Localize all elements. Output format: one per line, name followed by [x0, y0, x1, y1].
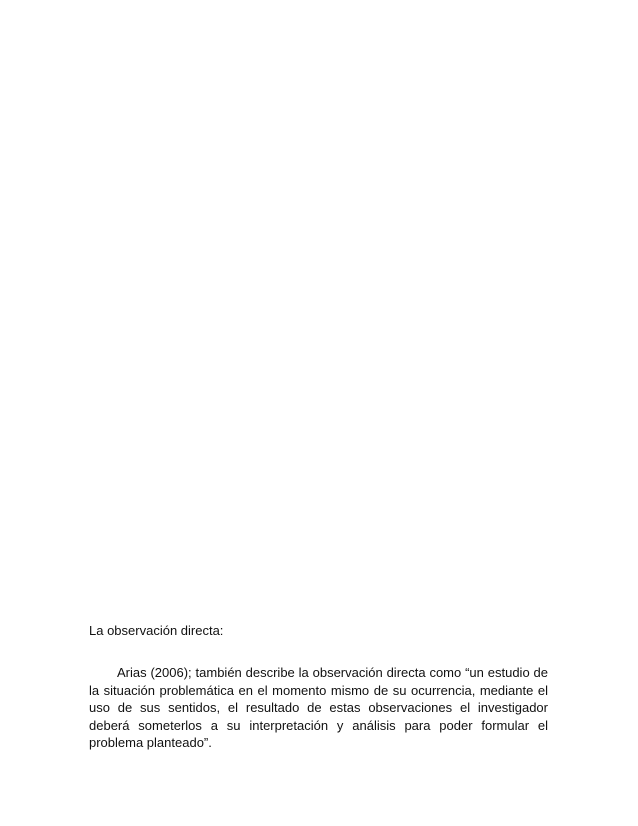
section-heading: La observación directa: [89, 623, 224, 638]
body-paragraph: Arias (2006); también describe la observación directa como “un estudio de la situación problemática en el momento mismo de su ocurrencia, mediante el uso de sus sentidos, el resultado de estas observaciones el investigador deberá someterlos a su interpretación y análisis para poder formular el problema planteado”. [89, 665, 548, 751]
